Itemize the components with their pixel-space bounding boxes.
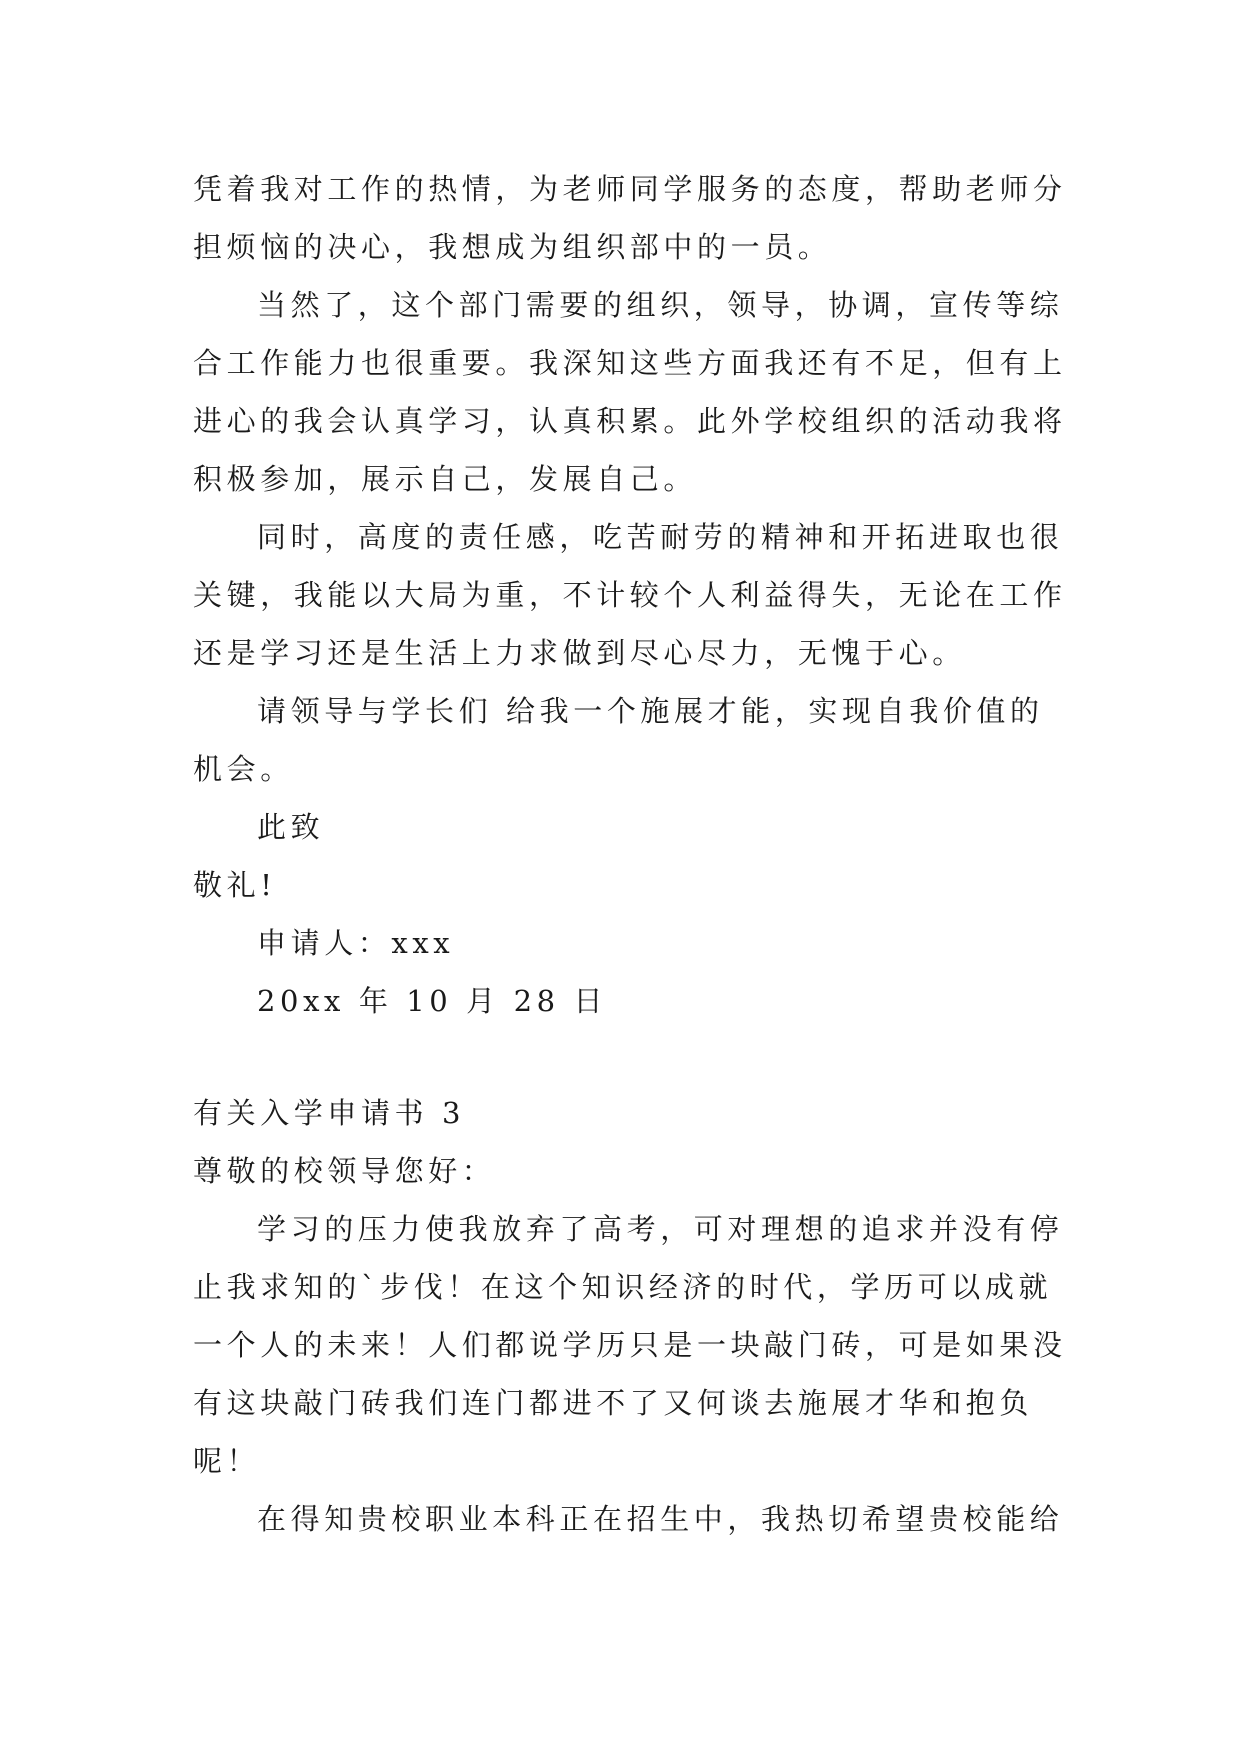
document-body	[193, 160, 1067, 1548]
text-line: 进心的我会认真学习，认真积累。此外学校组织的活动我将	[193, 404, 1067, 438]
text-line: 有关入学申请书 3	[193, 1096, 466, 1130]
text-line: 请领导与学长们 给我一个施展才能，实现自我价值的	[257, 694, 1044, 728]
text-line: 关键，我能以大局为重，不计较个人利益得失，无论在工作	[193, 578, 1067, 612]
text-line: 凭着我对工作的热情，为老师同学服务的态度，帮助老师分	[193, 172, 1067, 206]
text-line: 担烦恼的决心，我想成为组织部中的一员。	[193, 230, 832, 264]
text-line: 机会。	[193, 752, 294, 786]
text-line: 学习的压力使我放弃了高考，可对理想的追求并没有停	[257, 1212, 1064, 1246]
text-line: 同时，高度的责任感，吃苦耐劳的精神和开拓进取也很	[257, 520, 1064, 554]
text-line: 当然了，这个部门需要的组织，领导，协调，宣传等综	[257, 288, 1064, 322]
text-line: 积极参加，展示自己，发展自己。	[193, 462, 698, 496]
text-line: 此致	[257, 810, 325, 844]
text-line: 合工作能力也很重要。我深知这些方面我还有不足，但有上	[193, 346, 1067, 380]
text-line: 止我求知的`步伐！在这个知识经济的时代，学历可以成就	[193, 1270, 1053, 1304]
text-line: 一个人的未来！人们都说学历只是一块敲门砖，可是如果没	[193, 1328, 1067, 1362]
text-line: 在得知贵校职业本科正在招生中，我热切希望贵校能给	[257, 1502, 1064, 1536]
text-line: 尊敬的校领导您好：	[193, 1154, 496, 1188]
text-line: 敬礼!	[193, 868, 277, 902]
text-line: 20xx 年 10 月 28 日	[257, 984, 608, 1018]
text-line: 还是学习还是生活上力求做到尽心尽力，无愧于心。	[193, 636, 966, 670]
text-line: 呢！	[193, 1444, 261, 1478]
section-spacer	[193, 1030, 1055, 1084]
text-line: 有这块敲门砖我们连门都进不了又何谈去施展才华和抱负	[193, 1386, 1034, 1420]
text-line: 申请人：xxx	[257, 926, 455, 960]
